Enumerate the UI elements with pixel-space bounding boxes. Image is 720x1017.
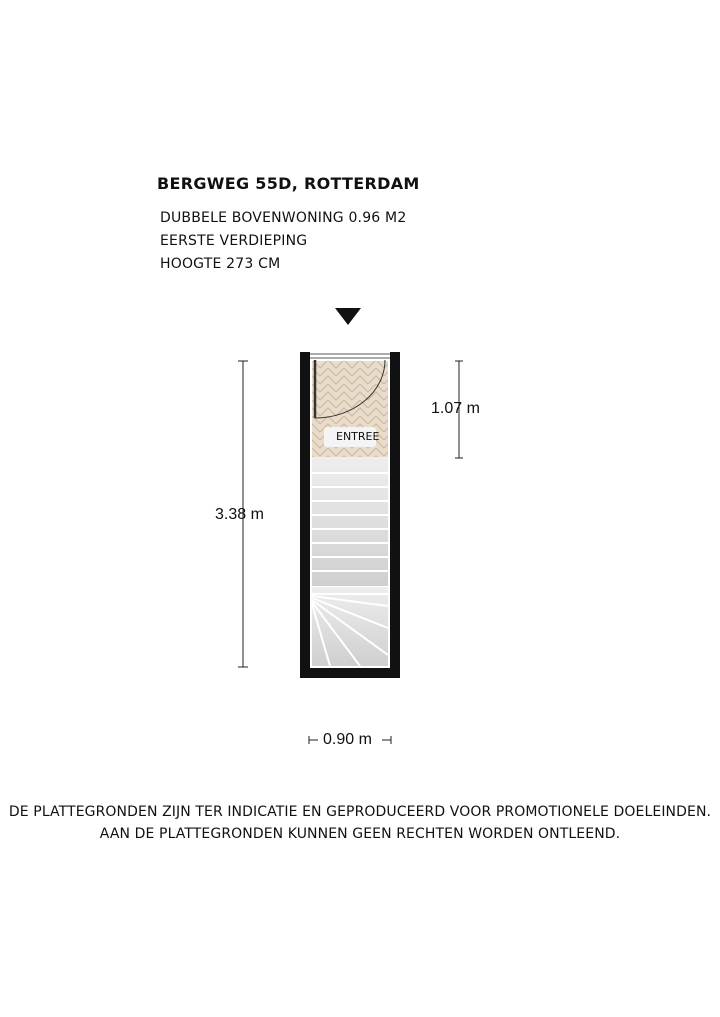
address-title: BERGWEG 55D, ROTTERDAM	[157, 174, 420, 193]
disclaimer-line-1: DE PLATTEGRONDEN ZIJN TER INDICATIE EN GEPRODUCEERD VOOR PROMOTIONELE DOELEINDEN.	[8, 804, 712, 820]
room-label: ENTREE	[336, 430, 380, 443]
door-opening	[310, 352, 390, 360]
dimension-total-height: 3.38 m	[215, 506, 264, 523]
dimension-width: 0.90 m	[323, 731, 372, 748]
floor-level: EERSTE VERDIEPING	[160, 233, 308, 249]
property-type: DUBBELE BOVENWONING 0.96 M2	[160, 210, 407, 226]
ceiling-height: HOOGTE 273 CM	[160, 256, 281, 272]
dimension-entrance-height: 1.07 m	[431, 400, 480, 417]
entrance-arrow-icon	[335, 308, 361, 325]
disclaimer-line-2: AAN DE PLATTEGRONDEN KUNNEN GEEN RECHTEN WORDEN ONTLEEND.	[99, 826, 621, 842]
staircase	[312, 457, 388, 666]
